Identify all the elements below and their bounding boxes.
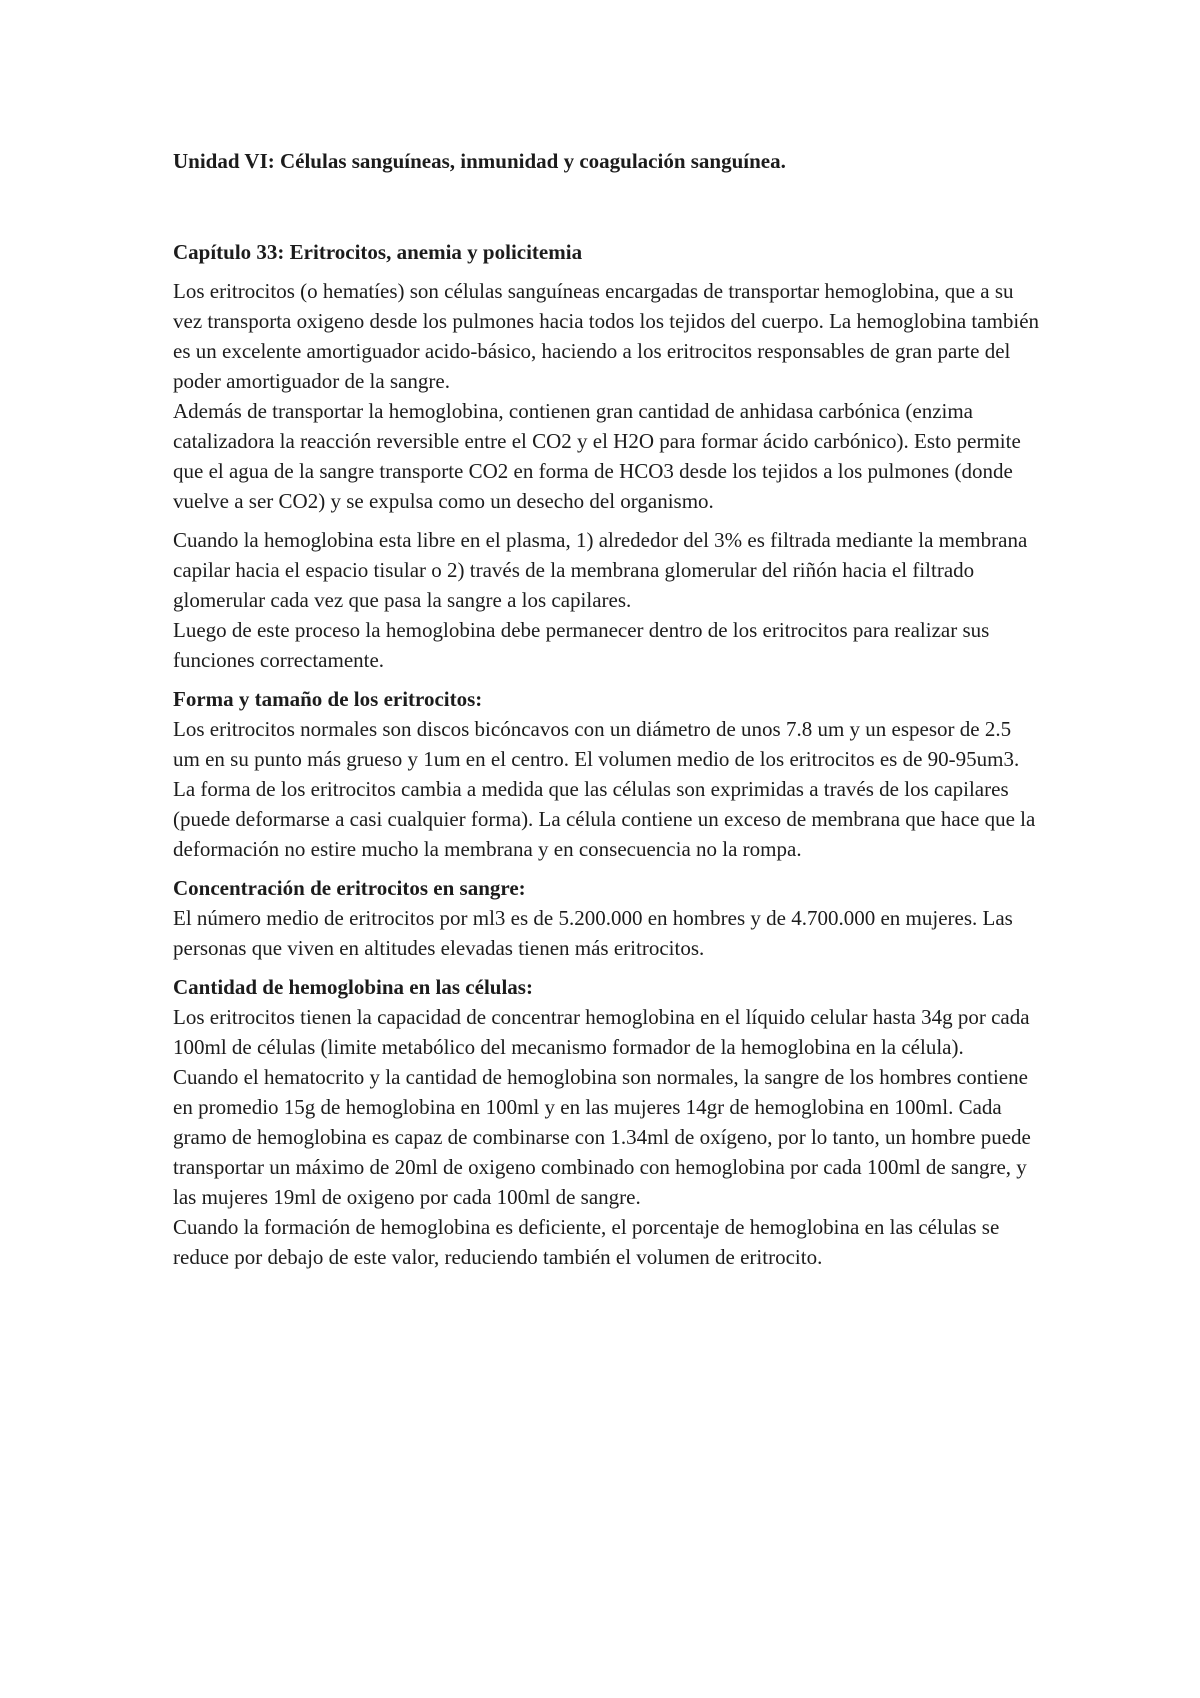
unit-title: Unidad VI: Células sanguíneas, inmunidad y coagulación sanguínea. bbox=[173, 149, 786, 173]
section-heading-forma: Forma y tamaño de los eritrocitos: bbox=[173, 687, 483, 711]
intro-paragraph: Los eritrocitos (o hematíes) son células sanguíneas encargadas de transportar hemoglobina, que a su vez transporta oxigeno desde los pulmones hacia todos los tejidos del cuerpo. La hemoglobina también es un excelente amortiguador acido-básico, haciendo a los eritrocitos responsables de gran parte del poder amortiguador de la sangre. bbox=[173, 279, 1040, 393]
forma-paragraph: La forma de los eritrocitos cambia a medida que las células son exprimidas a través de los capilares (puede deformarse a casi cualquier forma). La célula contiene un exceso de membrana que hace que la deformación no estire mucho la membrana y en consecuencia no la rompa. bbox=[173, 777, 1036, 861]
section-heading-concentracion: Concentración de eritrocitos en sangre: bbox=[173, 876, 526, 900]
cantidad-paragraph: Cuando el hematocrito y la cantidad de hemoglobina son normales, la sangre de los hombres contiene en promedio 15g de hemoglobina en 100ml y en las mujeres 14gr de hemoglobina en 100ml. Cada gramo de hemoglobina es capaz de combinarse con 1.34ml de oxígeno, por lo tanto, un hombre puede transportar un máximo de 20ml de oxigeno combinado con hemoglobina por cada 100ml de sangre, y las mujeres 19ml de oxigeno por cada 100ml de sangre. bbox=[173, 1065, 1031, 1209]
concentracion-paragraph: El número medio de eritrocitos por ml3 es de 5.200.000 en hombres y de 4.700.000 en mujeres. Las personas que viven en altitudes elevadas tienen más eritrocitos. bbox=[173, 906, 1013, 960]
intro-paragraph: Además de transportar la hemoglobina, contienen gran cantidad de anhidasa carbónica (enzima catalizadora la reacción reversible entre el CO2 y el H2O para formar ácido carbónico). Esto permite que el agua de la sangre transporte CO2 en forma de HCO3 desde los tejidos a los pulmones (donde vuelve a ser CO2) y se expulsa como un desecho del organismo. bbox=[173, 399, 1021, 513]
section-heading-cantidad: Cantidad de hemoglobina en las células: bbox=[173, 975, 533, 999]
cantidad-paragraph: Los eritrocitos tienen la capacidad de concentrar hemoglobina en el líquido celular hasta 34g por cada 100ml de células (limite metabólico del mecanismo formador de la hemoglobina en la célula). bbox=[173, 1005, 1030, 1059]
intro-paragraph: Cuando la hemoglobina esta libre en el plasma, 1) alrededor del 3% es filtrada mediante la membrana capilar hacia el espacio tisular o 2) través de la membrana glomerular del riñón hacia el filtrado glomerular cada vez que pasa la sangre a los capilares. bbox=[173, 528, 1028, 612]
chapter-title: Capítulo 33: Eritrocitos, anemia y policitemia bbox=[173, 240, 583, 264]
document-body bbox=[173, 146, 1043, 1272]
cantidad-paragraph: Cuando la formación de hemoglobina es deficiente, el porcentaje de hemoglobina en las células se reduce por debajo de este valor, reduciendo también el volumen de eritrocito. bbox=[173, 1215, 1000, 1269]
forma-paragraph: Los eritrocitos normales son discos bicóncavos con un diámetro de unos 7.8 um y un espesor de 2.5 um en su punto más grueso y 1um en el centro. El volumen medio de los eritrocitos es de 90-95um3. bbox=[173, 717, 1020, 771]
intro-paragraph: Luego de este proceso la hemoglobina debe permanecer dentro de los eritrocitos para realizar sus funciones correctamente. bbox=[173, 618, 990, 672]
